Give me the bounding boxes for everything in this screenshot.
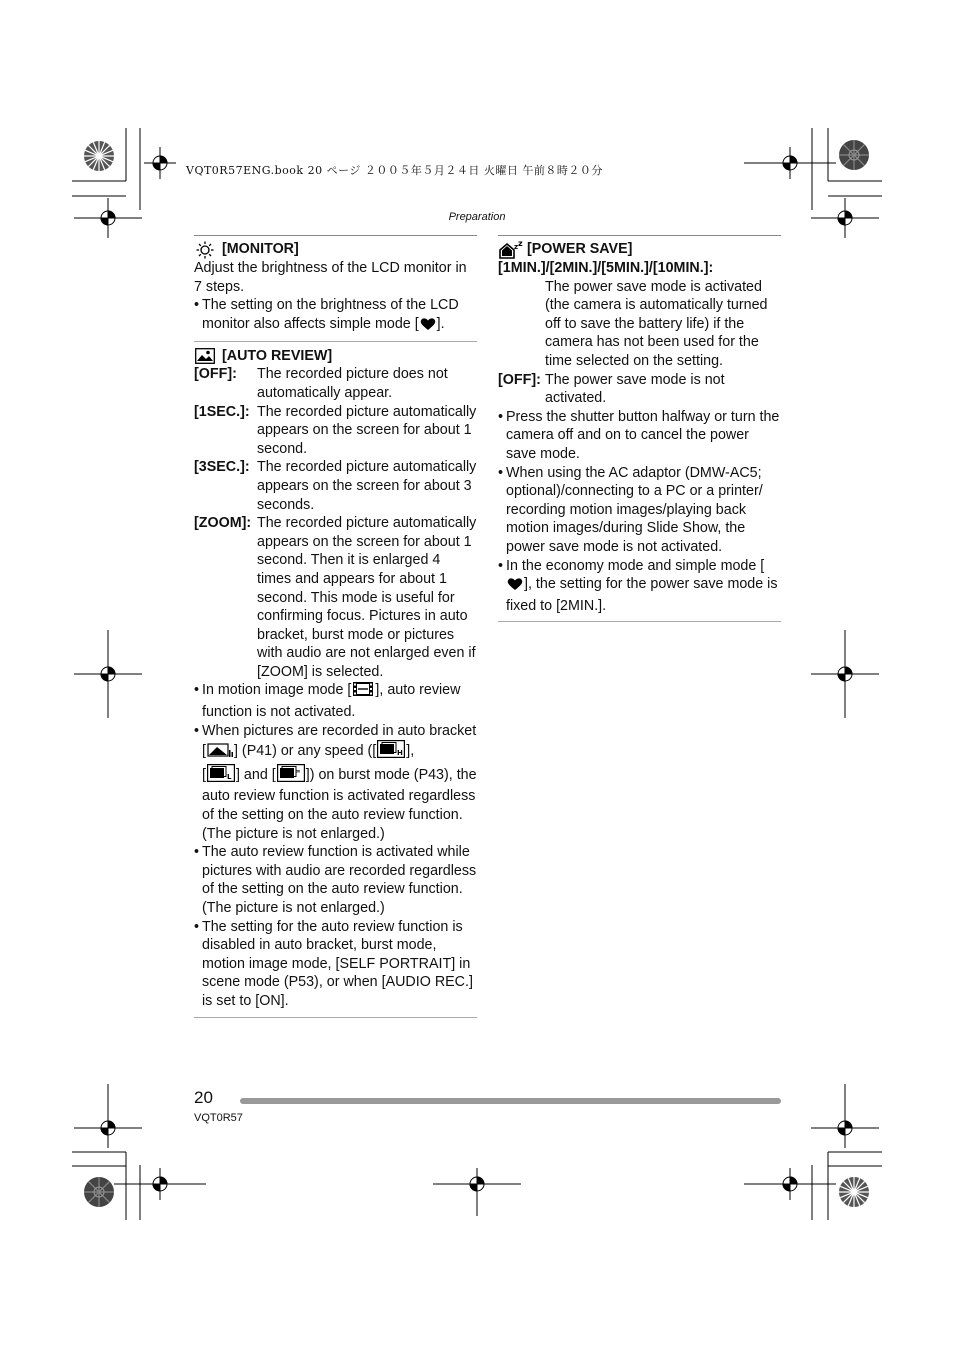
disabled-note: • The setting for the auto review function is disabled in auto bracket, burst mode, motion image mode, [SELF PORTRAIT] in scene mode (P53), or when [AUDIO REC.] is set to [ON].: [194, 918, 477, 1011]
divider: [498, 235, 781, 236]
motion-image-icon: [352, 681, 374, 703]
option-desc: The recorded picture does not automatically appear.: [257, 366, 448, 401]
divider: [194, 235, 477, 236]
model-code: VQT0R57: [194, 1112, 243, 1124]
right-column: [498, 235, 781, 622]
divider: [194, 341, 477, 342]
power-save-title: [POWER SAVE]: [527, 241, 633, 258]
option-key: [OFF]:: [498, 371, 541, 388]
option-key: [1SEC.]:: [194, 403, 250, 420]
monitor-heading: [194, 240, 477, 259]
monitor-title: [MONITOR]: [222, 241, 299, 258]
page-number: 20: [194, 1088, 213, 1107]
svg-text:∞: ∞: [295, 767, 301, 775]
option-desc: The recorded picture automatically appears on the screen for about 3 seconds.: [257, 459, 477, 513]
auto-bracket-icon: [207, 742, 233, 764]
option-key: [OFF]:: [194, 366, 237, 383]
option-row: [194, 458, 477, 514]
note-text: In motion image mode [: [202, 682, 352, 699]
note-text: In the economy mode and simple mode [: [506, 557, 765, 574]
auto-review-heading: [194, 346, 477, 365]
sun-brightness-icon: [194, 241, 216, 259]
note-text-end: ], auto review function is not activated.: [202, 682, 461, 721]
burst-unlimited-icon: [277, 764, 305, 788]
option-desc: The power save mode is activated (the camera is automatically turned off to save the battery life) if the camera has not been used for the time selected on the setting.: [545, 278, 768, 369]
heart-icon: [420, 317, 436, 337]
economy-note: [498, 557, 781, 616]
option-key: [ZOOM]:: [194, 515, 252, 532]
note-text: The setting on the brightness of the LCD monitor also affects simple mode [: [202, 297, 459, 332]
power-save-heading: [498, 240, 781, 259]
option-key: [1MIN.]/[2MIN.]/[5MIN.]/[10MIN.]:: [498, 260, 714, 276]
option-row: [498, 371, 781, 408]
svg-text:z: z: [514, 242, 519, 251]
note-text: ],: [406, 743, 415, 760]
note-text-end: ].: [436, 315, 445, 332]
footer-bar: [240, 1098, 781, 1104]
monitor-note: [194, 296, 477, 336]
heart-icon: [507, 577, 523, 597]
monitor-body: Adjust the brightness of the LCD monitor in 7 steps.: [194, 260, 467, 295]
motion-image-note: [194, 681, 477, 721]
option-desc: The recorded picture automatically appears on the screen for about 1 second. Then it is enlarged 4 times and appears for about 1 second. This mode is useful for confirming focus. Pictures in auto bracket, burst mode or pictures with audio are not enlarged even if [ZOOM] is selected.: [257, 515, 477, 680]
audio-note: • The auto review function is activated while pictures with audio are recorded regardless of the setting on the auto review function. (The picture is not enlarged.): [194, 843, 477, 917]
divider: [498, 621, 781, 622]
section-title: Preparation: [448, 211, 506, 223]
svg-text:z: z: [518, 240, 523, 248]
divider: [194, 1017, 477, 1018]
left-column: [194, 235, 477, 1018]
note-text: When pictures are recorded in auto bracket [: [202, 722, 477, 760]
option-row: [194, 365, 477, 402]
auto-review-icon: [194, 348, 216, 364]
note-text: [: [202, 766, 206, 783]
burst-low-icon: [207, 764, 235, 788]
note-text: ] (P41) or any speed ([: [233, 743, 377, 760]
svg-text:H: H: [397, 749, 404, 758]
ac-adaptor-note: • When using the AC adaptor (DMW-AC5; optional)/connecting to a PC or a printer/ recording motion images/playing back motion images/during Slide Show, the power save mode is not activated.: [498, 464, 781, 557]
burst-high-icon: [377, 740, 405, 764]
option-desc: The power save mode is not activated.: [545, 371, 725, 407]
option-row: [194, 514, 477, 681]
option-row: [194, 403, 477, 459]
note-text-end: ]) on burst mode (P43), the auto review function is activated regardless of the setting on the auto review function. (The picture is not enlarged.): [202, 766, 477, 842]
auto-review-title: [AUTO REVIEW]: [222, 347, 333, 364]
print-file-info: VQT0R57ENG.book 20 ページ ２００５年５月２４日 火曜日 午前８時２０分: [186, 164, 603, 177]
option-desc: The recorded picture automatically appears on the screen for about 1 second.: [257, 403, 477, 457]
power-save-icon: [498, 241, 524, 259]
option-key: [3SEC.]:: [194, 459, 250, 476]
note-text: ] and [: [235, 766, 276, 783]
svg-text:L: L: [226, 772, 232, 781]
cancel-note: • Press the shutter button halfway or turn the camera off and on to cancel the power save mode.: [498, 408, 781, 464]
auto-bracket-note: [194, 722, 477, 844]
note-text-end: ], the setting for the power save mode is fixed to [2MIN.].: [506, 576, 778, 614]
